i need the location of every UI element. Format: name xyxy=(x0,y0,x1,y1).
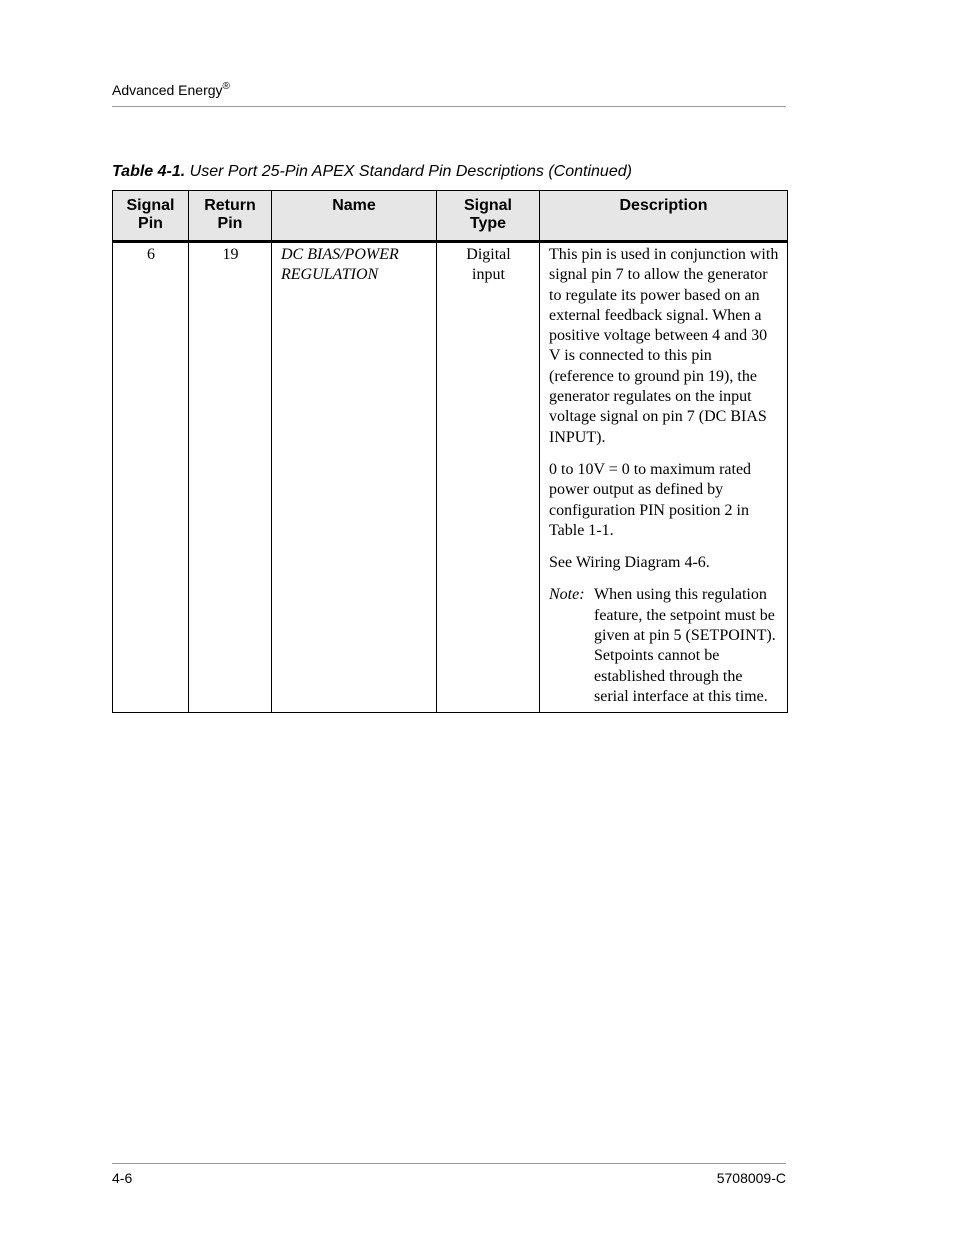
cell-return-pin: 19 xyxy=(189,242,272,713)
note-text: When using this regulation feature, the setpoint must be given at pin 5 (SETPOINT). Setpoints cannot be established through the serial interface at this time. xyxy=(594,586,776,705)
cell-name: DC BIAS/POWER REGULATION xyxy=(272,242,437,713)
page-footer xyxy=(112,1163,786,1194)
caption-label: Table 4-1. xyxy=(112,163,186,180)
registered-mark: ® xyxy=(222,81,230,92)
document-number: 5708009-C xyxy=(716,1170,786,1186)
header-brand xyxy=(112,82,230,98)
header-signal-pin: Signal Pin xyxy=(113,191,189,242)
cell-description xyxy=(540,242,788,713)
table-caption xyxy=(112,163,632,181)
header-description: Description xyxy=(540,191,788,242)
table-row xyxy=(113,242,788,713)
cell-signal-type: Digital input xyxy=(437,242,540,713)
description-paragraph: 0 to 10V = 0 to maximum rated power output as defined by configuration PIN position 2 in Table 1-1. xyxy=(549,460,752,539)
page-number: 4-6 xyxy=(112,1170,133,1186)
header-name: Name xyxy=(272,191,437,242)
description-paragraph: This pin is used in conjunction with signal pin 7 to allow the generator to regulate its power based on an external feedback signal. When a positive voltage between 4 and 30 V is connected to this pin (reference to ground pin 19), the generator regulates on the input voltage signal on pin 7 (DC BIAS INPUT). xyxy=(549,246,779,446)
header-signal-type: Signal Type xyxy=(437,191,540,242)
cell-signal-pin: 6 xyxy=(113,242,189,713)
table-header-row xyxy=(113,191,788,242)
page-header xyxy=(112,80,786,107)
description-paragraph: See Wiring Diagram 4-6. xyxy=(549,554,710,572)
caption-text: User Port 25-Pin APEX Standard Pin Descriptions (Continued) xyxy=(189,163,632,180)
description-note xyxy=(549,585,779,707)
pin-descriptions-table xyxy=(112,190,788,713)
note-label: Note: xyxy=(549,586,585,604)
brand-name: Advanced Energy xyxy=(112,82,223,98)
header-return-pin: Return Pin xyxy=(189,191,272,242)
